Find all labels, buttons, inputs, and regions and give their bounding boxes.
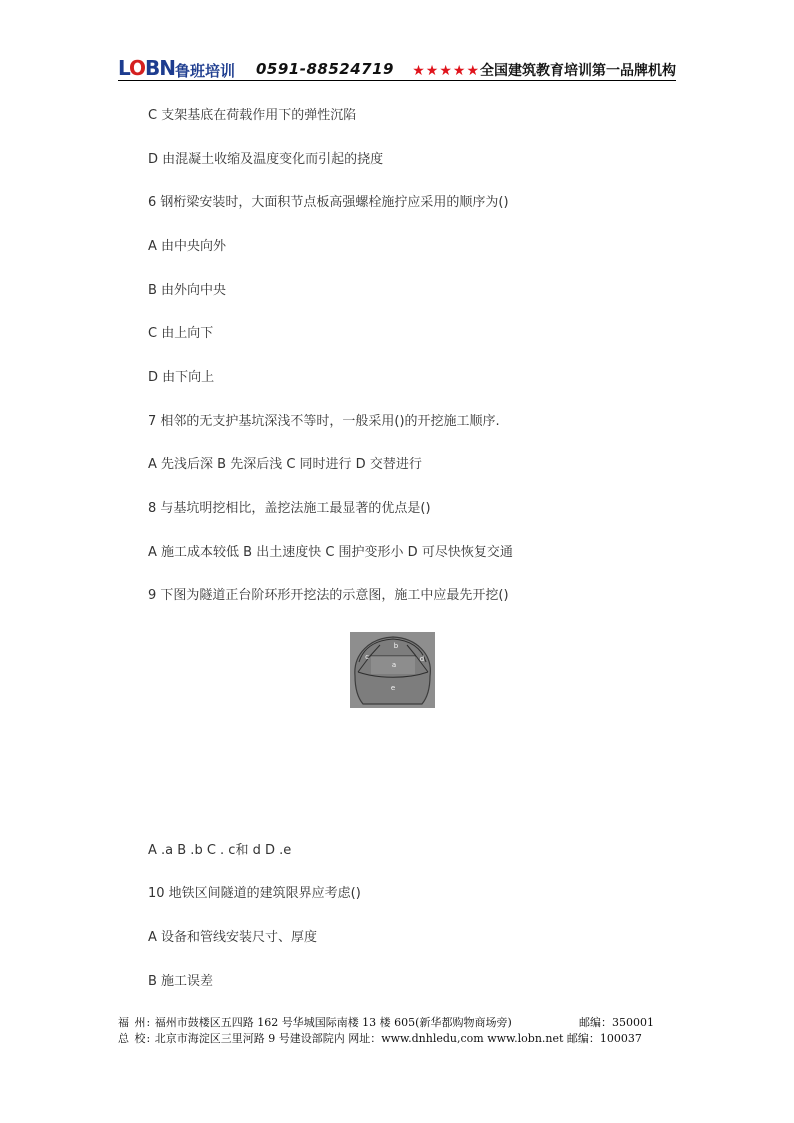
diagram-label-c: c [365,653,369,661]
option-line: C 支架基底在荷载作用下的弹性沉陷 [148,108,357,123]
lobn-logo [118,56,175,80]
question-line: 10 地铁区间隧道的建筑限界应考虑() [148,886,361,901]
question-line: 9 下图为隧道正台阶环形开挖法的示意图，施工中应最先开挖() [148,588,509,603]
footer-fuzhou [118,1014,654,1030]
star-rating-icons: ★★★★★ [412,63,480,79]
option-line: A .a B .b C . c和 d D .e [148,843,292,858]
logo-letter-b: B [145,56,160,80]
footer-headquarters [118,1030,642,1046]
option-line: A 由中央向外 [148,239,227,254]
header-divider [118,80,676,81]
option-line: B 由外向中央 [148,283,227,298]
option-line: D 由下向上 [148,370,215,385]
page-header [118,56,676,82]
footer-address: 北京市海淀区三里河路 9 号建设部院内 网址：www.dnhledu,com www.lobn.net [154,1032,564,1045]
diagram-label-d: d [419,655,425,663]
option-line: D 由混凝土收缩及温度变化而引起的挠度 [148,152,384,167]
option-line: B 施工误差 [148,974,214,989]
footer-address: 福州市鼓楼区五四路 162 号华城国际南楼 13 楼 605(新华都购物商场旁) [154,1016,512,1029]
logo-letter-o: O [129,56,146,80]
option-line: A 设备和管线安装尺寸、厚度 [148,930,318,945]
logo-letter-l: L [118,56,130,80]
phone-number: 0591-88524719 [256,60,394,78]
tunnel-excavation-diagram [350,632,435,708]
diagram-label-b: b [393,642,399,650]
brand-name: 鲁班培训 [175,62,236,80]
slogan-text: 全国建筑教育培训第一品牌机构 [480,63,676,79]
option-line: C 由上向下 [148,326,214,341]
slogan [412,60,676,80]
footer-postcode: 邮编：350001 [579,1016,654,1029]
question-line: 8 与基坑明挖相比，盖挖法施工最显著的优点是() [148,501,431,516]
logo-letter-n: N [159,56,176,80]
option-line: A 施工成本较低 B 出土速度快 C 围护变形小 D 可尽快恢复交通 [148,545,513,560]
question-line: 6 钢桁梁安装时，大面积节点板高强螺栓施拧应采用的顺序为() [148,195,509,210]
footer-label: 总 校: [118,1032,152,1045]
footer-label: 福 州: [118,1016,152,1029]
diagram-label-e: e [390,684,396,692]
footer-postcode: 邮编：100037 [566,1032,642,1045]
diagram-label-a: a [391,661,397,669]
option-line: A 先浅后深 B 先深后浅 C 同时进行 D 交替进行 [148,457,422,472]
question-line: 7 相邻的无支护基坑深浅不等时，一般采用()的开挖施工顺序. [148,414,500,429]
